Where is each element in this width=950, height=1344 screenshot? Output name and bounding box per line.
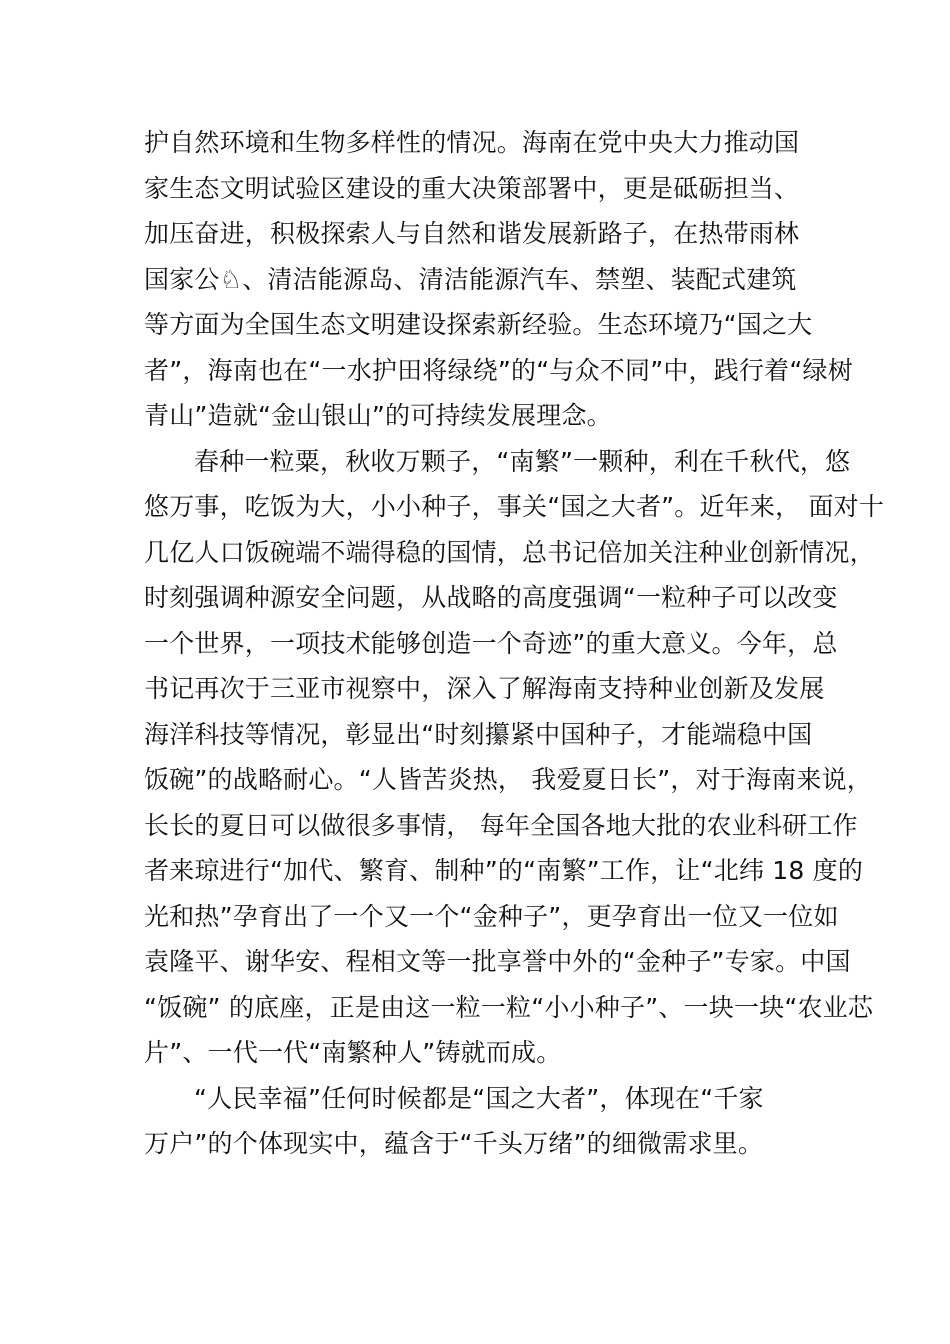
paragraph-first-line: 春种一粒粟，秋收万颗子，“南繁”一颗种，利在千秋代，悠 bbox=[194, 446, 851, 476]
text-line: 饭碗”的战略耐心。“人皆苦炎热， 我爱夏日长”，对于海南来说， bbox=[144, 765, 873, 794]
text-line: 时刻强调种源安全问题，从战略的高度强调“一粒种子可以改变 bbox=[144, 583, 838, 612]
text-line: 长长的夏日可以做很多事情， 每年全国各地大批的农业科研工作 bbox=[144, 810, 858, 840]
text-line: 万户”的个体现实中，蕴含于“千头万绪”的细微需求里。 bbox=[144, 1129, 764, 1158]
text-line: 加压奋进，积极探索人与自然和谐发展新路子，在热带雨林 bbox=[144, 219, 800, 248]
text-line: 片”、一代一代“南繁种人”铸就而成。 bbox=[144, 1038, 562, 1067]
paragraph-first-line: “人民幸福”任何时候都是“国之大者”，体现在“千家 bbox=[194, 1083, 764, 1113]
text-line: 书记再次于三亚市视察中，深入了解海南支持种业创新及发展 bbox=[144, 674, 825, 703]
text-line: 国家公♘、清洁能源岛、清洁能源汽车、禁塑、装配式建筑 bbox=[144, 264, 797, 294]
text-line: 者来琼进行“加代、繁育、制种”的“南繁”工作，让“北纬 18 度的 bbox=[144, 856, 864, 885]
text-line: 一个世界，一项技术能够创造一个奇迹”的重大意义。今年，总 bbox=[144, 628, 838, 658]
text-line: 悠万事，吃饭为大，小小种子，事关“国之大者”。近年来， 面对十 bbox=[144, 492, 885, 521]
text-line: 家生态文明试验区建设的重大决策部署中，更是砥砺担当、 bbox=[144, 173, 800, 203]
text-line: “饭碗” 的底座，正是由这一粒一粒“小小种子”、一块一块“农业芯 bbox=[144, 992, 874, 1022]
text-line: 袁隆平、谢华安、程相文等一批享誉中外的“金种子”专家。中国 bbox=[144, 947, 851, 976]
body-text bbox=[144, 120, 885, 1167]
text-line: 光和热”孕育出了一个又一个“金种子”，更孕育出一位又一位如 bbox=[144, 901, 839, 931]
text-line: 者”，海南也在“一水护田将绿绕”的“与众不同”中，践行着“绿树 bbox=[144, 355, 853, 385]
text-line: 海洋科技等情况，彰显出“时刻攥紧中国种子，才能端稳中国 bbox=[144, 719, 813, 749]
text-line: 等方面为全国生态文明建设探索新经验。生态环境乃“国之大 bbox=[144, 310, 813, 339]
text-line: 护自然环境和生物多样性的情况。海南在党中央大力推动国 bbox=[144, 128, 800, 157]
text-line: 几亿人口饭碗端不端得稳的国情，总书记倍加关注种业创新情况， bbox=[144, 537, 875, 567]
text-line: 青山”造就“金山银山”的可持续发展理念。 bbox=[144, 401, 612, 430]
